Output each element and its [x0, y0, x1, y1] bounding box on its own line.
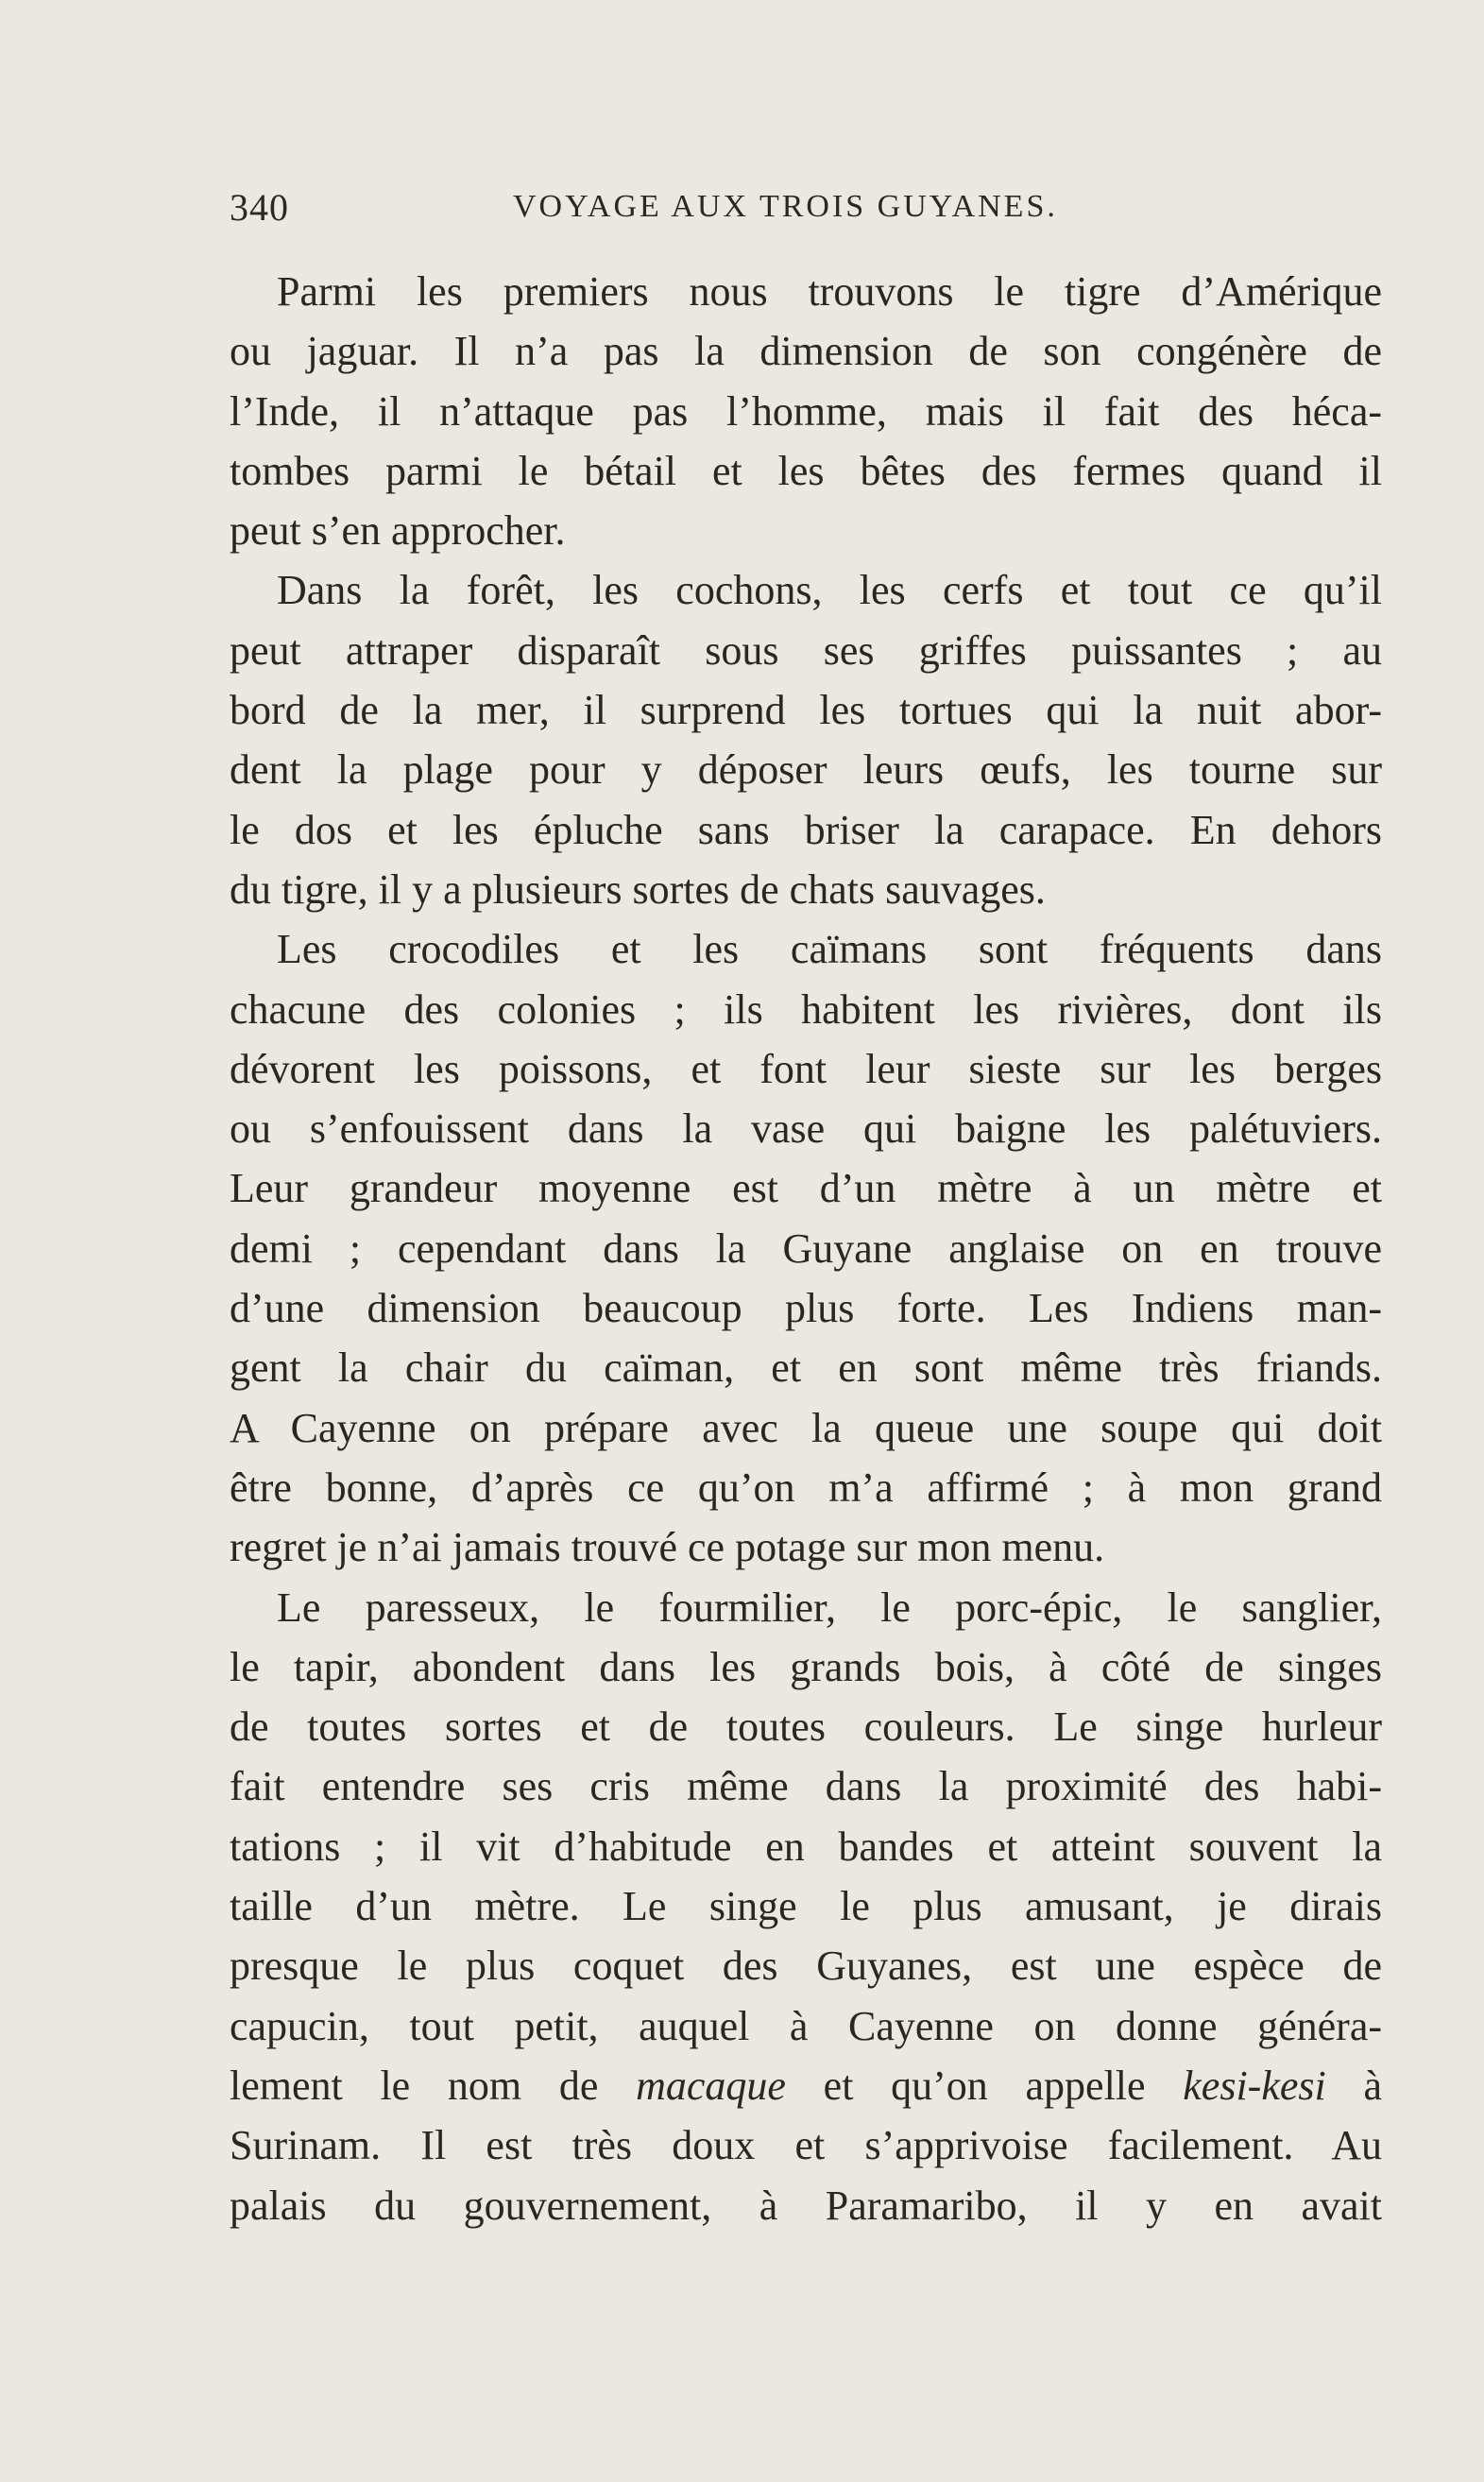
paragraph-monkeys [230, 1578, 1382, 2235]
text-line: demi ; cependant dans la Guyane anglaise on en trouve [230, 1224, 1382, 1272]
text-line: tations ; il vit d’habitude en bandes et atteint souvent la [230, 1823, 1382, 1870]
text-line: capucin, tout petit, auquel à Cayenne on donne généra- [230, 2002, 1382, 2049]
text-line: ou jaguar. Il n’a pas la dimension de son congénère de [230, 328, 1382, 375]
text-line: presque le plus coquet des Guyanes, est une espèce de [230, 1943, 1382, 1990]
text-line: le dos et les épluche sans briser la carapace. En dehors [230, 806, 1382, 853]
text-line: Les crocodiles et les caïmans sont fréquents dans [277, 926, 1382, 973]
page-number: 340 [230, 186, 289, 229]
text-fragment: lement le nom de [230, 2062, 637, 2109]
text-line: fait entendre ses cris même dans la proximité des habi- [230, 1763, 1382, 1810]
text-line: l’Inde, il n’attaque pas l’homme, mais il fait des héca- [230, 387, 1382, 435]
text-line: bord de la mer, il surprend les tortues qui la nuit abor- [230, 687, 1382, 734]
text-line: chacune des colonies ; ils habitent les rivières, dont ils [230, 985, 1382, 1033]
paragraph-jaguar [230, 262, 1382, 560]
text-line: A Cayenne on prépare avec la queue une soupe qui doit [230, 1404, 1382, 1451]
italic-term-kesi-kesi: kesi-kesi [1183, 2062, 1326, 2109]
text-fragment: à [1325, 2062, 1382, 2109]
text-line: regret je n’ai jamais trouvé ce potage sur mon menu. [230, 1524, 1105, 1571]
text-line-with-italics [230, 2056, 1382, 2115]
text-line: Surinam. Il est très doux et s’apprivoise facilement. Au [230, 2122, 1382, 2169]
text-line: Leur grandeur moyenne est d’un mètre à un mètre et [230, 1165, 1382, 1212]
paragraph-forest [230, 560, 1382, 919]
text-line: peut attraper disparaît sous ses griffes puissantes ; au [230, 626, 1382, 674]
text-line: Dans la forêt, les cochons, les cerfs et tout ce qu’il [277, 567, 1382, 614]
page-header [230, 185, 1382, 242]
italic-term-macaque: macaque [636, 2062, 786, 2109]
paragraph-crocodiles [230, 919, 1382, 1577]
text-line: taille d’un mètre. Le singe le plus amusant, je dirais [230, 1883, 1382, 1930]
text-line: dévorent les poissons, et font leur sieste sur les berges [230, 1045, 1382, 1092]
text-line: être bonne, d’après ce qu’on m’a affirmé ; à mon grand [230, 1464, 1382, 1511]
text-line: le tapir, abondent dans les grands bois, à côté de singes [230, 1643, 1382, 1690]
body-text [230, 262, 1382, 2235]
text-line: tombes parmi le bétail et les bêtes des fermes quand il [230, 447, 1382, 494]
text-line: Parmi les premiers nous trouvons le tigre d’Amérique [277, 268, 1382, 315]
text-line: du tigre, il y a plusieurs sortes de chats sauvages. [230, 865, 1046, 913]
running-title: VOYAGE AUX TROIS GUYANES. [513, 189, 1058, 224]
text-line: de toutes sortes et de toutes couleurs. Le singe hurleur [230, 1703, 1382, 1751]
text-line: d’une dimension beaucoup plus forte. Les Indiens man- [230, 1285, 1382, 1332]
text-line: Le paresseux, le fourmilier, le porc-épic, le sanglier, [277, 1583, 1382, 1631]
text-line: palais du gouvernement, à Paramaribo, il y en avait [230, 2182, 1382, 2229]
text-fragment: et qu’on appelle [785, 2062, 1184, 2109]
text-line: dent la plage pour y déposer leurs œufs, les tourne sur [230, 746, 1382, 794]
text-line: ou s’enfouissent dans la vase qui baigne les palétuviers. [230, 1105, 1382, 1153]
text-line: gent la chair du caïman, et en sont même très friands. [230, 1344, 1382, 1392]
text-line: peut s’en approcher. [230, 507, 566, 555]
